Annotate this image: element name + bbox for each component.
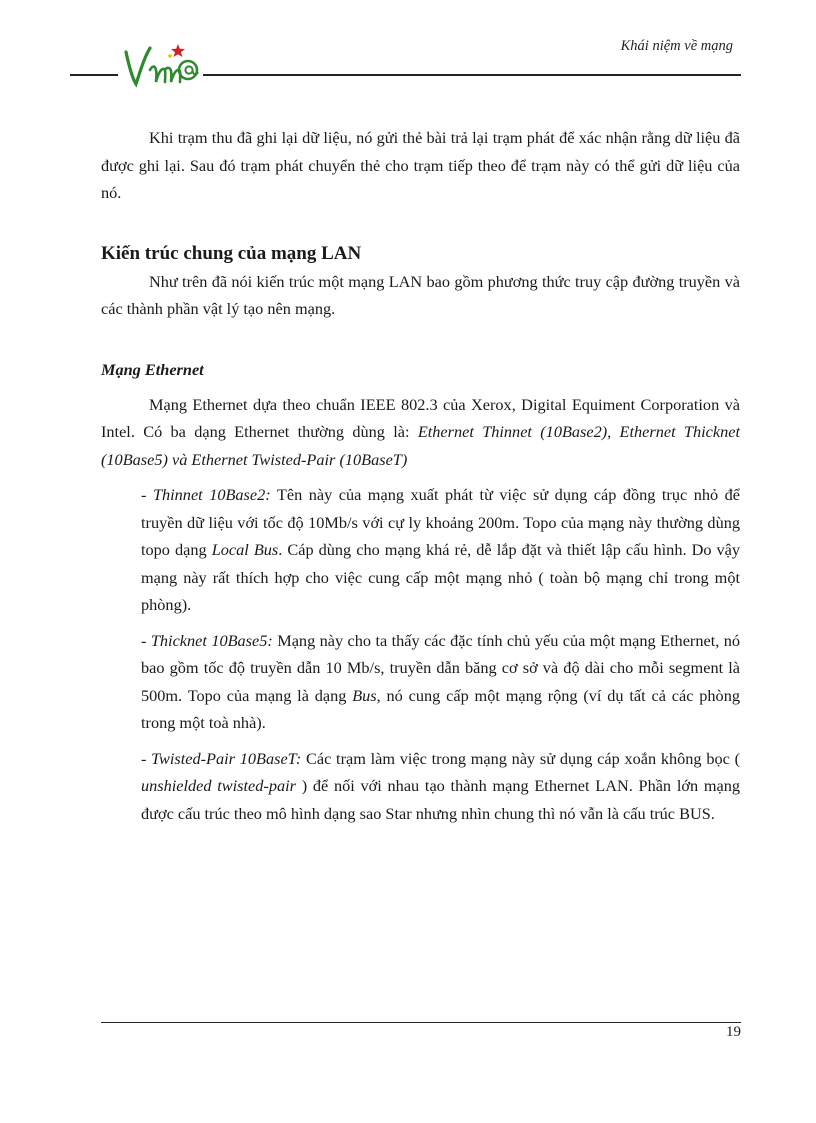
list-dash: - xyxy=(141,630,151,650)
list-text: . Cáp dùng cho mạng khá rẻ, dễ lắp đặt và thiết lập cấu hình. Do vậy mạng này rất thích hợp cho việc cung cấp một mạng nhỏ ( toàn bộ mạng chỉ trong một phòng). xyxy=(141,540,741,614)
ethernet-types: Ethernet Thinnet (10Base2), Ethernet Thicknet (10Base5) và Ethernet Twisted-Pair (10BaseT) xyxy=(101,422,740,469)
list-item-thinnet xyxy=(141,481,740,619)
list-text: ) để nối với nhau tạo thành mạng Ethernet LAN. Phần lớn mạng được cấu trúc theo mô hình dạng sao Star nhưng nhìn chung thì nó vẫn là cấu trúc BUS. xyxy=(141,776,740,823)
list-text: Mạng này cho ta thấy các đặc tính chủ yếu của một mạng Ethernet, nó bao gồm tốc độ truyền dẫn 10 Mb/s, truyền dẫn băng cơ sở và độ dài cho mỗi segment là 500m. Topo của mạng là dạng xyxy=(141,630,740,705)
list-item-thicknet xyxy=(141,627,740,737)
list-dash: - xyxy=(141,748,152,768)
footer-rule xyxy=(101,1022,741,1023)
header-title: Khái niệm về mạng xyxy=(620,38,733,54)
list-term: Thinnet 10Base2: xyxy=(152,485,271,504)
list-dash: - xyxy=(141,485,153,504)
list-text: Tên này của mạng xuất phát từ việc sử dụng cáp đồng trục nhỏ để truyền dữ liệu với tốc độ 10Mb/s với cự ly khoảng 200m. Topo của mạng này thường dùng topo dạng xyxy=(141,485,741,559)
vnmc-logo-icon xyxy=(120,38,202,90)
ethernet-paragraph xyxy=(101,391,740,474)
list-emphasis: Local Bus xyxy=(211,540,279,559)
header-rule-right xyxy=(203,74,741,76)
list-emphasis: unshielded twisted-pair xyxy=(141,776,296,795)
list-text: Các trạm làm việc trong mạng này sử dụng cáp xoắn không bọc ( xyxy=(301,748,740,768)
list-term: Twisted-Pair 10BaseT: xyxy=(151,748,302,768)
page-body xyxy=(101,124,740,827)
subsection-heading: Mạng Ethernet xyxy=(101,359,204,379)
header-rule-left xyxy=(70,74,118,76)
page-number: 19 xyxy=(726,1024,741,1040)
section-heading: Kiến trúc chung của mạng LAN xyxy=(101,242,362,264)
list-emphasis: Bus xyxy=(352,685,377,705)
list-item-twisted-pair xyxy=(141,745,740,828)
ethernet-text: Mạng Ethernet dựa theo chuẩn IEEE 802.3 của Xerox, Digital Equiment Corporation và Intel. Có ba dạng Ethernet thường dùng là: xyxy=(101,394,740,441)
section-paragraph: Như trên đã nói kiến trúc một mạng LAN bao gồm phương thức truy cập đường truyền và các thành phần vật lý tạo nên mạng. xyxy=(101,271,740,318)
intro-paragraph: Khi trạm thu đã ghi lại dữ liệu, nó gửi thẻ bài trả lại trạm phát để xác nhận rằng dữ liệu đã được ghi lại. Sau đó trạm phát chuyển thẻ cho trạm tiếp theo để trạm này có thể gửi dữ liệu của nó. xyxy=(101,128,740,202)
list-term: Thicknet 10Base5: xyxy=(150,630,273,650)
list-text: , nó cung cấp một mạng rộng (ví dụ tất cả các phòng trong một toà nhà). xyxy=(141,685,740,732)
